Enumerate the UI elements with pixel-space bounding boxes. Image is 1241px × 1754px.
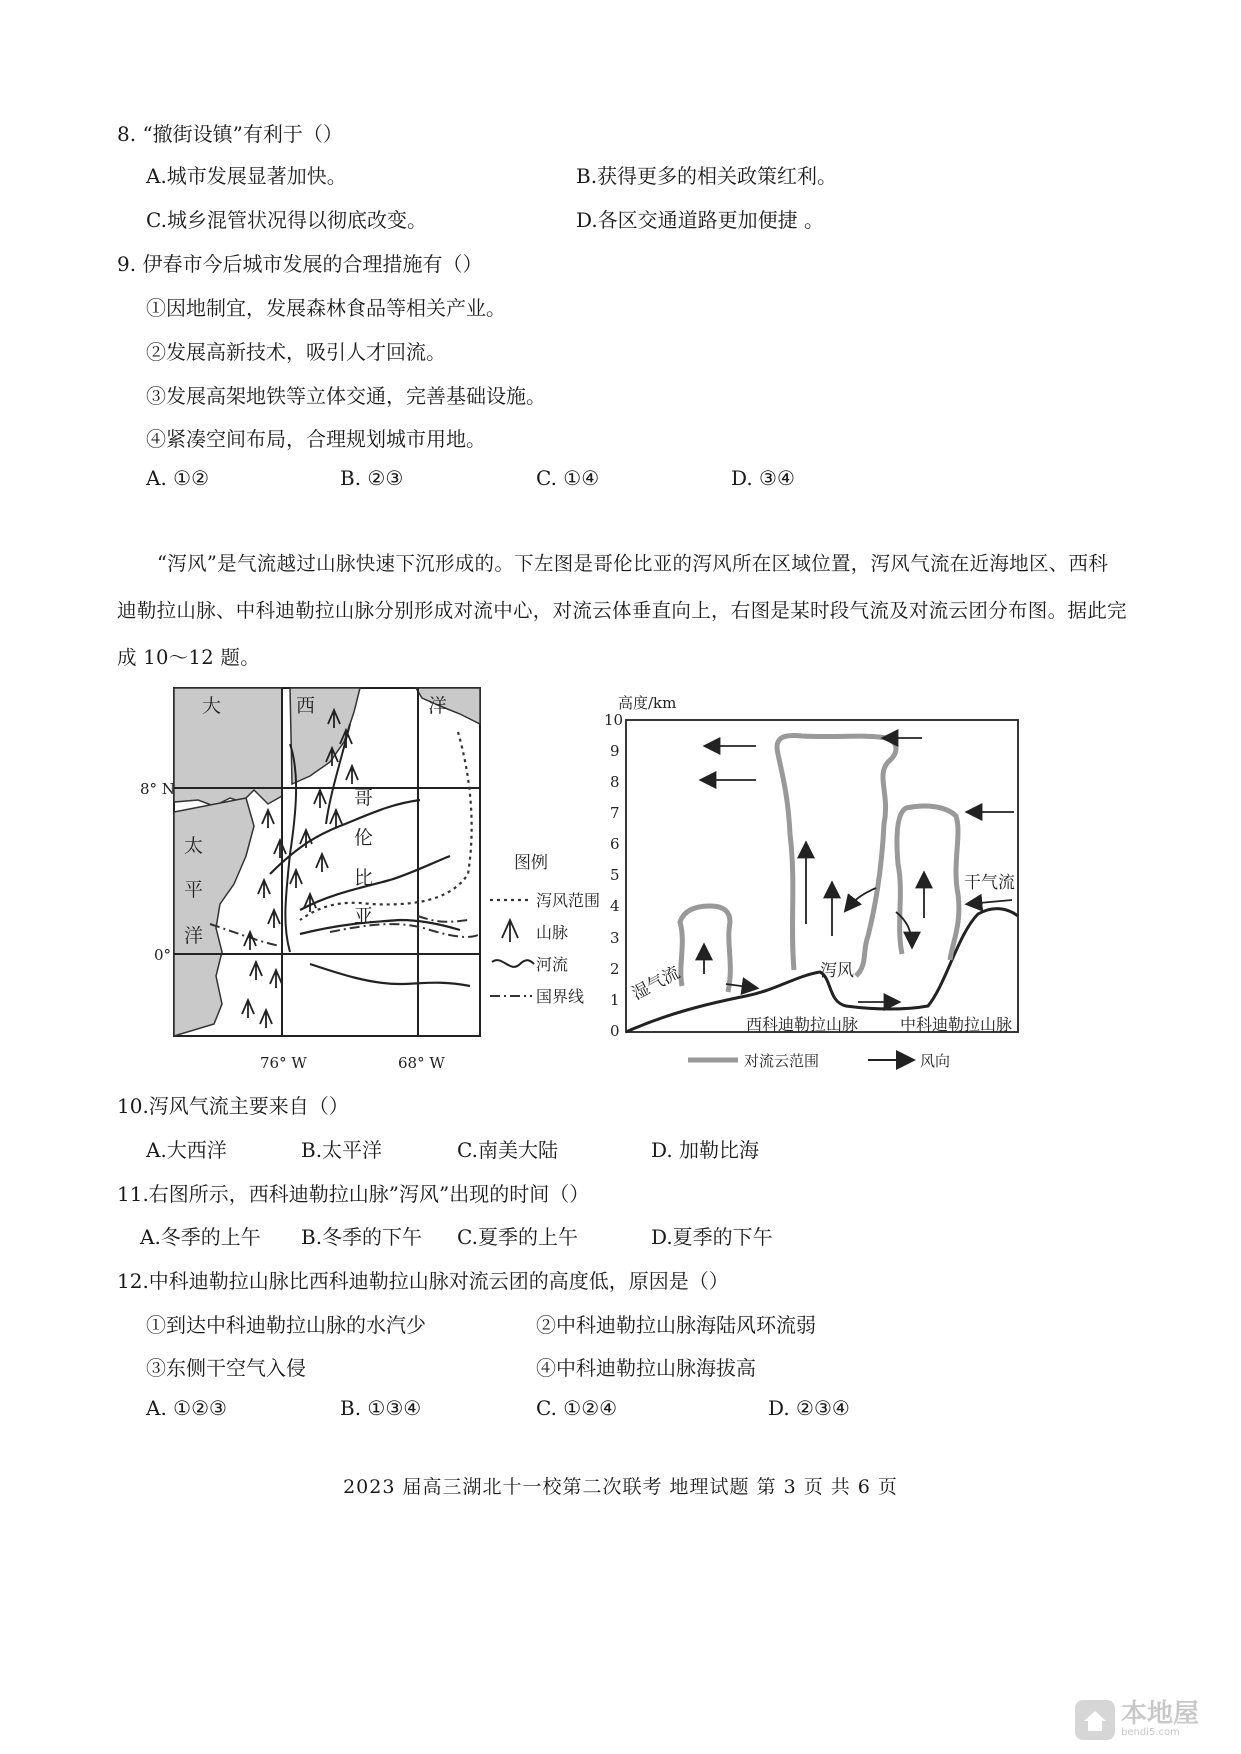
q8-option-a: A.城市发展显著加快。 bbox=[146, 164, 347, 188]
ytick-9: 9 bbox=[610, 742, 620, 760]
q9-option-d: D. ③④ bbox=[731, 466, 795, 490]
q12-option-a: A. ①②③ bbox=[146, 1396, 227, 1420]
q9-option-c: C. ①④ bbox=[536, 466, 600, 490]
profile-ylabel: 高度/km bbox=[618, 694, 677, 712]
cloud-coastal bbox=[680, 906, 730, 992]
lat-label-0: 0° bbox=[154, 946, 172, 964]
pacific-label-2: 平 bbox=[184, 879, 204, 901]
pacific-label-1: 太 bbox=[184, 835, 204, 857]
q8-stem: 8. “撤街设镇”有利于（） bbox=[117, 122, 343, 146]
q9-item-1: ①因地制宜，发展森林食品等相关产业。 bbox=[146, 296, 506, 320]
q12-stem: 12.中科迪勒拉山脉比西科迪勒拉山脉对流云团的高度低，原因是（） bbox=[117, 1269, 729, 1293]
label-west-range: 西科迪勒拉山脉 bbox=[746, 1015, 859, 1034]
q9-item-2: ②发展高新技术，吸引人才回流。 bbox=[146, 340, 446, 364]
q8-option-b: B.获得更多的相关政策红利。 bbox=[576, 164, 838, 188]
ytick-3: 3 bbox=[610, 929, 620, 947]
lon-label-68w: 68° W bbox=[398, 1054, 445, 1072]
q11-option-a: A.冬季的上午 bbox=[140, 1225, 261, 1249]
watermark-text bbox=[1121, 1701, 1199, 1739]
house-logo-icon bbox=[1075, 1700, 1115, 1740]
q12-item-1: ①到达中科迪勒拉山脉的水汽少 bbox=[146, 1313, 426, 1337]
label-foehn: 泻风 bbox=[820, 961, 854, 981]
passage-body: “泻风”是气流越过山脉快速下沉形成的。下左图是哥伦比亚的泻风所在区域位置，泻风气流在近海地区、西科迪勒拉山脉、中科迪勒拉山脉分别形成对流中心，对流云体垂直向上，右图是某时段气流及对流云团分布图。据此完成 10～12 题。 bbox=[117, 552, 1127, 669]
watermark-name: 本地屋 bbox=[1120, 1699, 1199, 1729]
airflow-profile bbox=[606, 684, 1030, 1076]
ytick-0: 0 bbox=[610, 1022, 620, 1040]
legend-river: 河流 bbox=[536, 955, 569, 974]
legend-foehn: 泻风范围 bbox=[536, 891, 601, 910]
q9-stem: 9. 伊春市今后城市发展的合理措施有（） bbox=[117, 252, 483, 276]
wind-arrows bbox=[702, 738, 1014, 1002]
country-label-2: 伦 bbox=[354, 827, 374, 849]
sea-label-yang: 洋 bbox=[428, 695, 448, 717]
passage-text bbox=[117, 540, 1127, 681]
q11-option-c: C.夏季的上午 bbox=[457, 1225, 578, 1249]
legend-title: 图例 bbox=[514, 853, 548, 873]
legend-border: 国界线 bbox=[536, 987, 585, 1006]
q8-option-d: D.各区交通道路更加便捷 。 bbox=[576, 208, 825, 232]
ytick-7: 7 bbox=[610, 804, 620, 822]
cloud-west-range bbox=[777, 736, 896, 976]
sea-label-xi: 西 bbox=[296, 695, 316, 717]
cloud-central-range bbox=[897, 806, 959, 960]
country-label-3: 比 bbox=[354, 867, 374, 889]
ytick-2: 2 bbox=[610, 960, 620, 978]
q8-option-c: C.城乡混管状况得以彻底改变。 bbox=[146, 208, 427, 232]
q10-option-d: D. 加勒比海 bbox=[651, 1138, 760, 1162]
location-map bbox=[140, 684, 610, 1084]
ytick-8: 8 bbox=[610, 773, 620, 791]
q12-item-4: ④中科迪勒拉山脉海拔高 bbox=[536, 1356, 756, 1380]
legend-wind: 风向 bbox=[920, 1052, 951, 1070]
label-dry-flow: 干气流 bbox=[964, 873, 1015, 893]
legend-cloud: 对流云范围 bbox=[744, 1052, 820, 1070]
legend-mountain-icon bbox=[502, 920, 518, 942]
q9-item-3: ③发展高架地铁等立体交通，完善基础设施。 bbox=[146, 384, 546, 408]
label-wet-flow: 湿气流 bbox=[628, 962, 684, 1005]
watermark bbox=[1075, 1700, 1199, 1740]
q12-item-2: ②中科迪勒拉山脉海陆风环流弱 bbox=[536, 1313, 816, 1337]
ytick-6: 6 bbox=[610, 835, 620, 853]
q11-stem: 11.右图所示，西科迪勒拉山脉”泻风”出现的时间（） bbox=[117, 1182, 590, 1206]
ytick-4: 4 bbox=[610, 897, 620, 915]
q10-option-b: B.太平洋 bbox=[301, 1138, 383, 1162]
legend-river-symbol bbox=[492, 960, 534, 967]
profile-frame bbox=[626, 720, 1018, 1032]
profile-y-ticks bbox=[604, 711, 623, 1040]
ytick-5: 5 bbox=[610, 866, 620, 884]
q12-option-b: B. ①③④ bbox=[340, 1396, 422, 1420]
q11-option-b: B.冬季的下午 bbox=[301, 1225, 423, 1249]
q10-option-a: A.大西洋 bbox=[146, 1138, 227, 1162]
q12-option-d: D. ②③④ bbox=[768, 1396, 850, 1420]
label-central-range: 中科迪勒拉山脉 bbox=[900, 1015, 1013, 1034]
pacific-label-3: 洋 bbox=[184, 925, 204, 947]
q9-option-b: B. ②③ bbox=[340, 466, 404, 490]
lon-label-76w: 76° W bbox=[260, 1054, 307, 1072]
legend-mountain: 山脉 bbox=[536, 923, 569, 942]
q10-stem: 10.泻风气流主要来自（） bbox=[117, 1094, 349, 1118]
country-label-4: 亚 bbox=[354, 905, 374, 927]
page-footer: 2023 届高三湖北十一校第二次联考 地理试题 第 3 页 共 6 页 bbox=[343, 1476, 898, 1498]
ytick-1: 1 bbox=[610, 991, 620, 1009]
q12-item-3: ③东侧干空气入侵 bbox=[146, 1356, 306, 1380]
country-label-1: 哥 bbox=[354, 787, 374, 809]
q11-option-d: D.夏季的下午 bbox=[651, 1225, 773, 1249]
q12-option-c: C. ①②④ bbox=[536, 1396, 618, 1420]
q9-option-a: A. ①② bbox=[146, 466, 210, 490]
q10-option-c: C.南美大陆 bbox=[457, 1138, 558, 1162]
watermark-url: bendi5.com bbox=[1120, 1727, 1180, 1738]
lat-label-8n: 8° N bbox=[140, 780, 175, 798]
q9-item-4: ④紧凑空间布局，合理规划城市用地。 bbox=[146, 427, 486, 451]
ytick-10: 10 bbox=[604, 711, 624, 729]
sea-label-da: 大 bbox=[202, 695, 222, 717]
